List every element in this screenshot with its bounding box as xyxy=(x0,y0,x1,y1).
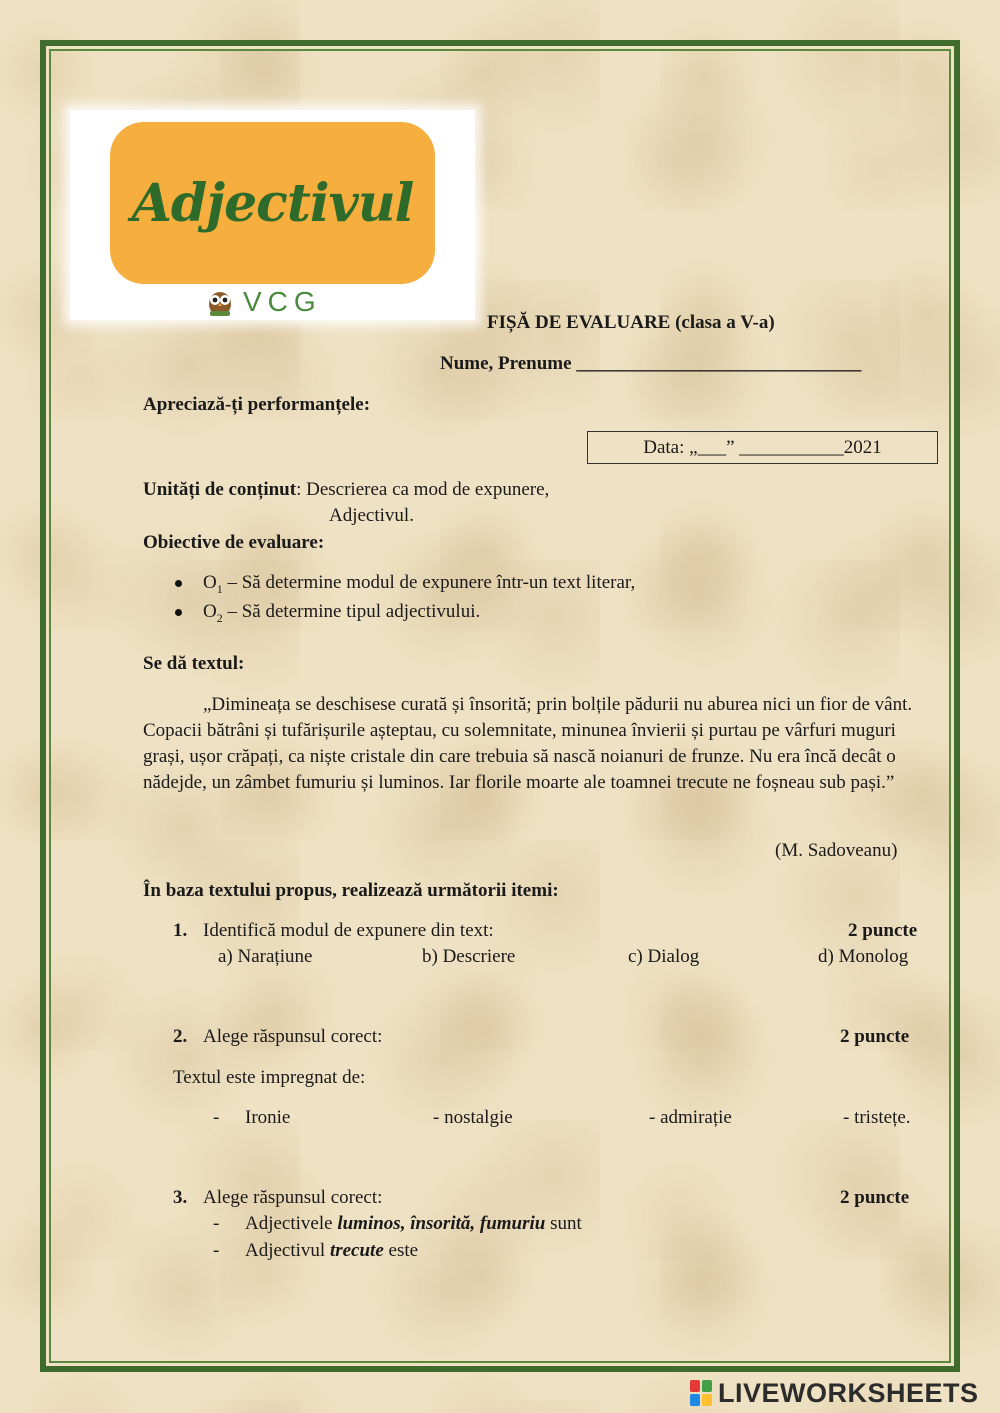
logo-subtitle-group xyxy=(205,286,322,318)
objective-text: – Să determine tipul adjectivului. xyxy=(222,601,481,622)
objective-subscript: 2 xyxy=(216,610,223,625)
option-admiration[interactable]: - admirație xyxy=(649,1107,732,1128)
appreciate-heading: Apreciază-ți performanțele: xyxy=(143,394,371,415)
content-units-value-1: : Descrierea ca mod de expunere, xyxy=(296,479,550,500)
date-box[interactable] xyxy=(587,431,938,464)
reading-passage: „Dimineața se deschisese curată și însorită; prin bolțile pădurii nu aburea nici un fior de vânt. Copacii bătrâni și tufărișurile așteptau, cu solemnitate, minunea învierii și purtau pe vârfuri muguri grași, ușor crăpați, ca niște cristale din care trebuia să nască noianuri de frunze. Nu era încă decât o nădejde, un zâmbet fumuriu și luminos. Iar florile moarte ale toamnei trecute ne foșneau sub pași.” xyxy=(143,694,913,793)
option-dash: - xyxy=(213,1107,220,1128)
item-line-text: sunt xyxy=(545,1213,582,1234)
item-line-emphasis: trecute xyxy=(329,1240,384,1261)
passage-author: (M. Sadoveanu) xyxy=(775,840,898,861)
item-line-text: este xyxy=(383,1240,419,1261)
objectives-heading: Obiective de evaluare: xyxy=(143,532,325,553)
item-points: 2 puncte xyxy=(840,1026,910,1047)
footer-brand-text: LIVEWORKSHEETS xyxy=(718,1377,979,1408)
objective-subscript: 1 xyxy=(216,581,223,596)
item-points: 2 puncte xyxy=(840,1187,910,1208)
content-units-value-2: Adjectivul. xyxy=(329,505,414,526)
logo-subtitle: VCG xyxy=(243,286,322,317)
item-prompt: Alege răspunsul corect: xyxy=(203,1026,383,1047)
bullet xyxy=(175,609,182,616)
tasks-intro: În baza textului propus, realizează următorii itemi: xyxy=(143,880,559,901)
name-field-label[interactable]: Nume, Prenume ______________________________ xyxy=(440,353,862,374)
item-subprompt: Textul este impregnat de: xyxy=(173,1067,366,1088)
item-prompt: Alege răspunsul corect: xyxy=(203,1187,383,1208)
item-number: 2. xyxy=(173,1026,188,1047)
worksheet-title: FIȘĂ DE EVALUARE (clasa a V-a) xyxy=(487,312,775,333)
item-line xyxy=(245,1213,582,1235)
item-line-emphasis: luminos, însorită, fumuriu xyxy=(337,1213,546,1234)
owl-icon xyxy=(205,287,235,317)
text-heading: Se dă textul: xyxy=(143,653,245,674)
objective-item xyxy=(203,572,635,597)
item-line xyxy=(245,1240,418,1262)
option-nostalgia[interactable]: - nostalgie xyxy=(433,1107,513,1128)
item-prompt: Identifică modul de expunere din text: xyxy=(203,920,494,941)
option-a[interactable]: a) Narațiune xyxy=(218,946,313,967)
logo-pill xyxy=(110,122,435,284)
option-d[interactable]: d) Monolog xyxy=(818,946,909,967)
objective-item xyxy=(203,601,480,626)
item-line-text: Adjectivele xyxy=(245,1213,338,1234)
option-b[interactable]: b) Descriere xyxy=(422,946,516,967)
date-text: Data: „___” ___________2021 xyxy=(643,436,882,458)
content-units-label: Unități de conținut xyxy=(143,479,297,500)
objective-code: O xyxy=(203,572,217,593)
list-dash: - xyxy=(213,1240,220,1261)
objective-code: O xyxy=(203,601,217,622)
option-irony[interactable]: Ironie xyxy=(245,1107,291,1128)
item-line-text: Adjectivul xyxy=(245,1240,330,1261)
content-units-line xyxy=(143,479,549,501)
objective-text: – Să determine modul de expunere într-un text literar, xyxy=(222,572,636,593)
option-c[interactable]: c) Dialog xyxy=(628,946,700,967)
bullet xyxy=(175,580,182,587)
option-sadness[interactable]: - tristețe. xyxy=(843,1107,911,1128)
item-number: 1. xyxy=(173,920,188,941)
logo-banner xyxy=(70,110,475,320)
item-points: 2 puncte xyxy=(848,920,918,941)
item-number: 3. xyxy=(173,1187,188,1208)
liveworksheets-logo-icon xyxy=(690,1380,712,1406)
list-dash: - xyxy=(213,1213,220,1234)
footer-brand[interactable] xyxy=(690,1373,1000,1413)
logo-title: Adjectivul xyxy=(131,172,414,234)
